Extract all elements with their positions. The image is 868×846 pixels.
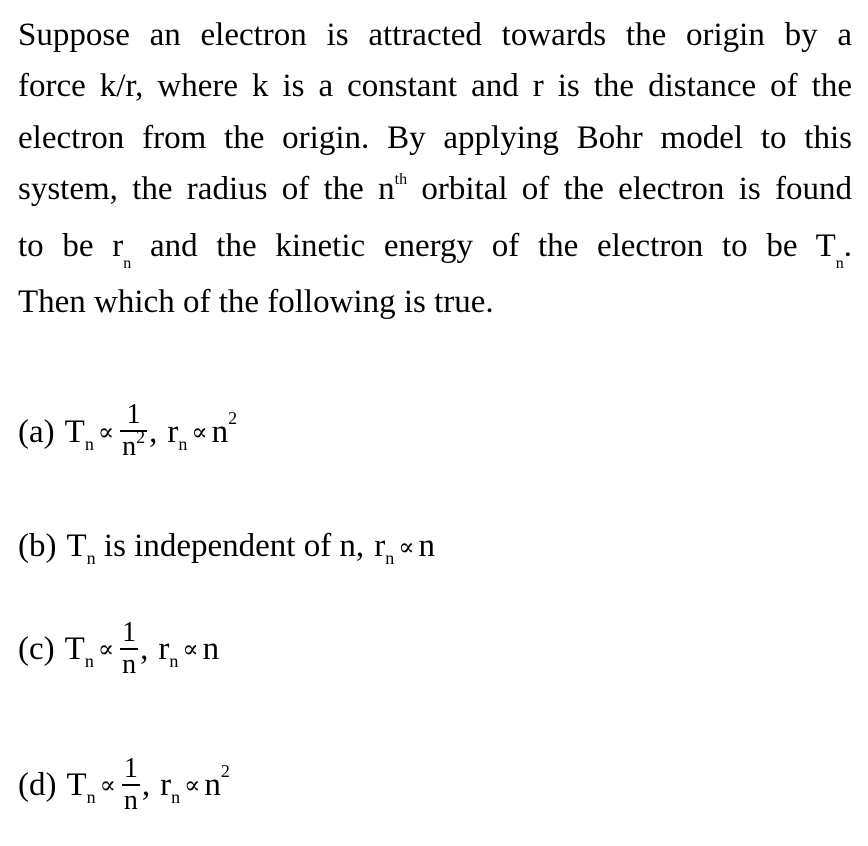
subscript-n-energy: n — [835, 254, 844, 272]
option-d-rhs: n — [204, 766, 221, 803]
option-b-rhs: n — [418, 528, 435, 564]
option-d-T: T — [66, 766, 87, 803]
fraction-denominator: n — [123, 785, 138, 816]
question-line-4-end: orbital of the electron is found — [407, 171, 853, 208]
option-b-r: r — [374, 528, 386, 564]
subscript-n-radius: n — [123, 254, 132, 272]
question-line-5-end: . — [843, 227, 852, 264]
option-b-T: T — [66, 528, 87, 564]
question-line-1: Suppose an electron is attracted towards the origin by a — [18, 17, 852, 53]
fraction-denominator — [120, 427, 147, 464]
question-line-6: Then which of the following is true. — [18, 284, 494, 321]
proportional-symbol: ∝ — [182, 635, 199, 663]
proportional-symbol: ∝ — [398, 532, 415, 561]
option-d-r-sub: n — [171, 786, 181, 807]
denominator-base: n — [122, 431, 137, 462]
proportional-symbol: ∝ — [99, 771, 116, 799]
option-c-label: (c) — [18, 630, 55, 667]
option-a[interactable] — [18, 400, 237, 464]
comma: , — [141, 766, 151, 803]
option-d-T-sub: n — [86, 786, 96, 807]
comma: , — [140, 630, 149, 667]
option-c-r-sub: n — [169, 650, 179, 671]
option-a-rhs: n — [211, 413, 229, 450]
question-line-4 — [18, 164, 852, 220]
question-line-5-start: to be r — [18, 227, 124, 264]
option-c-T: T — [64, 630, 85, 667]
option-a-r-sub: n — [178, 433, 188, 454]
question-line-5 — [18, 221, 852, 277]
fraction-numerator: 1 — [123, 753, 138, 784]
proportional-symbol: ∝ — [97, 635, 115, 663]
option-d-label: (d) — [18, 766, 57, 803]
question-text — [18, 10, 852, 328]
option-b-r-sub: n — [385, 548, 395, 568]
option-a-label: (a) — [18, 413, 55, 450]
fraction-denominator: n — [122, 649, 137, 680]
option-c-fraction — [120, 618, 138, 680]
option-c-r: r — [158, 630, 170, 667]
option-d[interactable] — [18, 754, 230, 816]
option-c-rhs: n — [202, 630, 220, 667]
option-a-r: r — [167, 413, 179, 450]
option-c[interactable] — [18, 618, 219, 680]
proportional-symbol: ∝ — [184, 771, 201, 799]
option-d-r: r — [160, 766, 172, 803]
option-a-rhs-exponent: 2 — [228, 407, 238, 428]
proportional-symbol: ∝ — [97, 418, 115, 446]
question-line-3: electron from the origin. By applying Bohr model to this — [18, 119, 852, 156]
option-b[interactable] — [18, 528, 435, 568]
proportional-symbol: ∝ — [191, 418, 208, 446]
fraction-numerator: 1 — [126, 399, 141, 430]
question-line-5-mid: and the kinetic energy of the electron to be T — [131, 227, 836, 264]
option-b-text: is independent of n, — [95, 528, 365, 564]
fraction-numerator: 1 — [122, 617, 137, 648]
option-b-T-sub: n — [86, 548, 96, 568]
option-c-T-sub: n — [84, 650, 94, 671]
option-d-fraction — [122, 754, 140, 816]
option-d-rhs-exponent: 2 — [220, 760, 230, 781]
option-a-fraction — [120, 400, 147, 464]
superscript-th: th — [394, 171, 408, 189]
option-a-T-sub: n — [84, 433, 94, 454]
question-line-2: force k/r, where k is a constant and r is the distance of the — [18, 68, 852, 105]
denominator-exponent: 2 — [136, 427, 146, 447]
question-line-4-start: system, the radius of the n — [18, 171, 395, 208]
option-a-T: T — [64, 413, 85, 450]
option-b-label: (b) — [18, 528, 57, 564]
comma: , — [149, 413, 158, 450]
